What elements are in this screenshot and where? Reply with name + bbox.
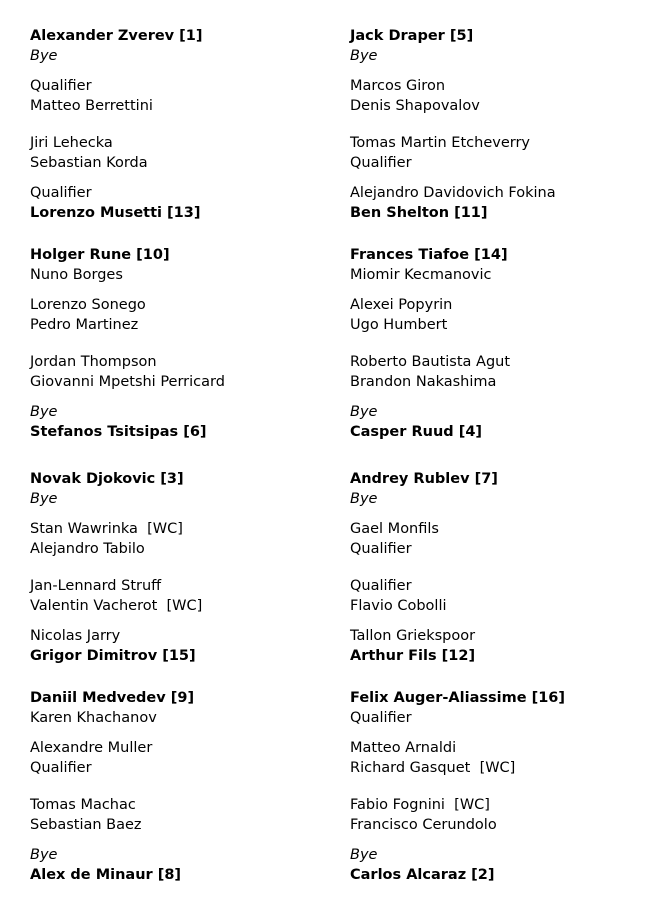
player-entry: Alexei Popyrin bbox=[350, 297, 453, 313]
seeded-player: Alex de Minaur [8] bbox=[30, 867, 182, 883]
player-entry: Qualifier bbox=[30, 760, 92, 776]
player-entry: Gael Monfils bbox=[350, 521, 439, 537]
player-entry: Qualifier bbox=[350, 578, 412, 594]
bye-entry: Bye bbox=[350, 847, 378, 863]
seeded-player: Lorenzo Musetti [13] bbox=[30, 205, 201, 221]
bye-entry: Bye bbox=[30, 491, 58, 507]
seeded-player: Frances Tiafoe [14] bbox=[350, 247, 508, 263]
player-entry: Fabio Fognini [WC] bbox=[350, 797, 490, 813]
bye-entry: Bye bbox=[30, 404, 58, 420]
seeded-player: Stefanos Tsitsipas [6] bbox=[30, 424, 207, 440]
player-entry: Denis Shapovalov bbox=[350, 98, 480, 114]
player-entry: Qualifier bbox=[30, 78, 92, 94]
bye-entry: Bye bbox=[350, 404, 378, 420]
player-entry: Francisco Cerundolo bbox=[350, 817, 497, 833]
player-entry: Qualifier bbox=[30, 185, 92, 201]
player-entry: Brandon Nakashima bbox=[350, 374, 497, 390]
seeded-player: Felix Auger-Aliassime [16] bbox=[350, 690, 566, 706]
seeded-player: Alexander Zverev [1] bbox=[30, 28, 203, 44]
player-entry: Nicolas Jarry bbox=[30, 628, 121, 644]
player-entry: Flavio Cobolli bbox=[350, 598, 447, 614]
seeded-player: Daniil Medvedev [9] bbox=[30, 690, 195, 706]
seeded-player: Carlos Alcaraz [2] bbox=[350, 867, 495, 883]
player-entry: Qualifier bbox=[350, 541, 412, 557]
seeded-player: Novak Djokovic [3] bbox=[30, 471, 184, 487]
player-entry: Qualifier bbox=[350, 155, 412, 171]
player-entry: Jiri Lehecka bbox=[30, 135, 113, 151]
seeded-player: Andrey Rublev [7] bbox=[350, 471, 498, 487]
player-entry: Jan-Lennard Struff bbox=[30, 578, 162, 594]
player-entry: Ugo Humbert bbox=[350, 317, 448, 333]
player-entry: Roberto Bautista Agut bbox=[350, 354, 511, 370]
seeded-player: Ben Shelton [11] bbox=[350, 205, 488, 221]
seeded-player: Holger Rune [10] bbox=[30, 247, 170, 263]
player-entry: Qualifier bbox=[350, 710, 412, 726]
seeded-player: Casper Ruud [4] bbox=[350, 424, 483, 440]
player-entry: Matteo Arnaldi bbox=[350, 740, 457, 756]
player-entry: Karen Khachanov bbox=[30, 710, 157, 726]
player-entry: Sebastian Baez bbox=[30, 817, 142, 833]
bye-entry: Bye bbox=[30, 48, 58, 64]
bye-entry: Bye bbox=[30, 847, 58, 863]
player-entry: Miomir Kecmanovic bbox=[350, 267, 492, 283]
player-entry: Matteo Berrettini bbox=[30, 98, 153, 114]
seeded-player: Grigor Dimitrov [15] bbox=[30, 648, 196, 664]
player-entry: Richard Gasquet [WC] bbox=[350, 760, 516, 776]
player-entry: Marcos Giron bbox=[350, 78, 446, 94]
player-entry: Tallon Griekspoor bbox=[350, 628, 476, 644]
player-entry: Sebastian Korda bbox=[30, 155, 148, 171]
player-entry: Jordan Thompson bbox=[30, 354, 157, 370]
player-entry: Lorenzo Sonego bbox=[30, 297, 146, 313]
player-entry: Giovanni Mpetshi Perricard bbox=[30, 374, 225, 390]
seeded-player: Jack Draper [5] bbox=[350, 28, 474, 44]
bye-entry: Bye bbox=[350, 48, 378, 64]
player-entry: Tomas Machac bbox=[30, 797, 136, 813]
player-entry: Pedro Martinez bbox=[30, 317, 139, 333]
player-entry: Alexandre Muller bbox=[30, 740, 153, 756]
player-entry: Tomas Martin Etcheverry bbox=[350, 135, 530, 151]
player-entry: Valentin Vacherot [WC] bbox=[30, 598, 203, 614]
player-entry: Alejandro Davidovich Fokina bbox=[350, 185, 556, 201]
player-entry: Stan Wawrinka [WC] bbox=[30, 521, 183, 537]
seeded-player: Arthur Fils [12] bbox=[350, 648, 476, 664]
bye-entry: Bye bbox=[350, 491, 378, 507]
player-entry: Alejandro Tabilo bbox=[30, 541, 145, 557]
player-entry: Nuno Borges bbox=[30, 267, 123, 283]
